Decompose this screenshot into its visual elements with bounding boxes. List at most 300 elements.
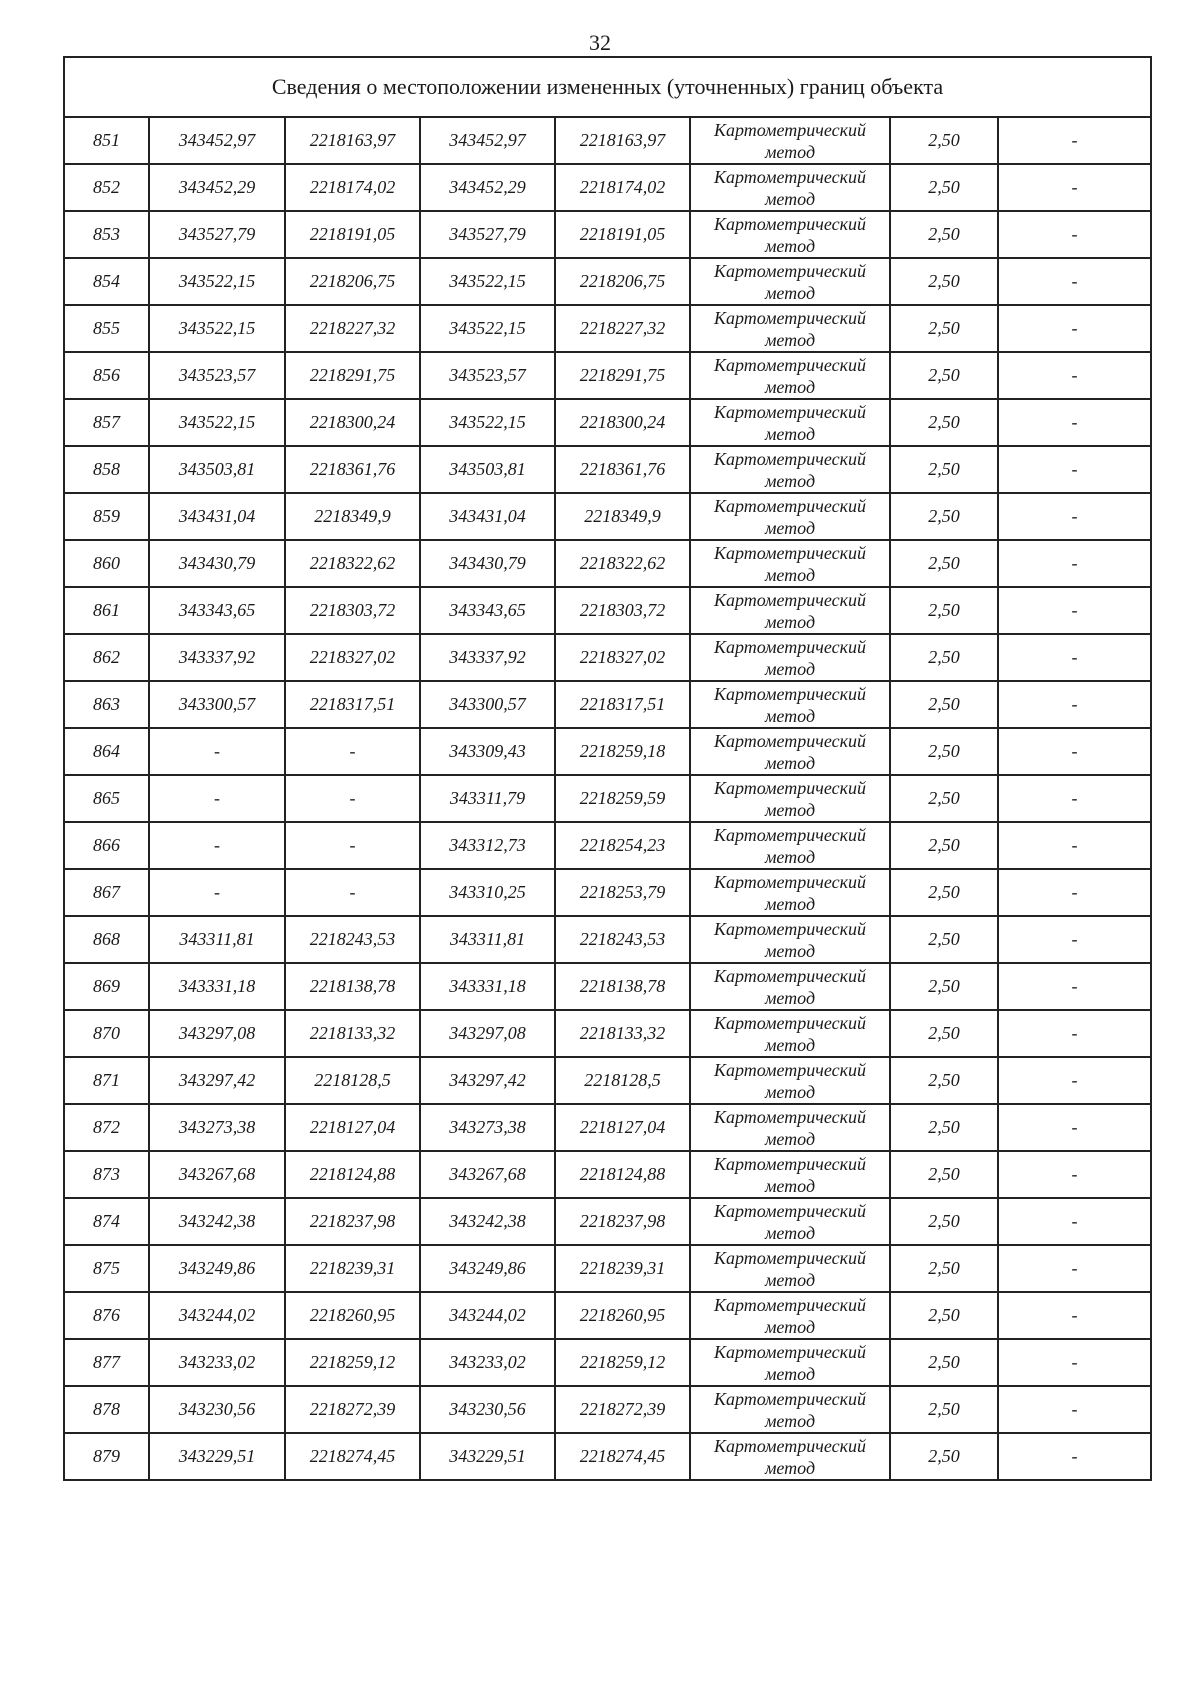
method-text: [714, 1435, 866, 1479]
point-number-cell: 877: [64, 1339, 149, 1386]
method-line-1: Картометрический: [713, 354, 866, 375]
existing-y-cell: 2218349,9: [285, 493, 420, 540]
existing-x-cell: 343452,97: [149, 117, 285, 164]
refined-y-cell: 2218317,51: [555, 681, 690, 728]
point-number-cell: 870: [64, 1010, 149, 1057]
method-text: [714, 354, 866, 398]
refined-x-cell: 343242,38: [420, 1198, 555, 1245]
refined-y-cell: 2218274,45: [555, 1433, 690, 1480]
method-cell: [690, 1292, 890, 1339]
method-cell: [690, 916, 890, 963]
method-line-2: метод: [764, 564, 816, 585]
method-line-2: метод: [764, 235, 816, 256]
method-cell: [690, 1010, 890, 1057]
method-line-1: Картометрический: [713, 1341, 866, 1362]
description-cell: -: [998, 775, 1151, 822]
description-cell: -: [998, 1104, 1151, 1151]
method-line-2: метод: [764, 1222, 816, 1243]
method-line-1: Картометрический: [713, 1435, 866, 1456]
accuracy-cell: 2,50: [890, 587, 998, 634]
method-text: [714, 166, 866, 210]
refined-y-cell: 2218253,79: [555, 869, 690, 916]
refined-x-cell: 343244,02: [420, 1292, 555, 1339]
page-number: 32: [589, 30, 611, 55]
refined-x-cell: 343522,15: [420, 305, 555, 352]
refined-y-cell: 2218327,02: [555, 634, 690, 681]
table-row: [64, 493, 1151, 540]
description-cell: -: [998, 305, 1151, 352]
refined-x-cell: 343311,79: [420, 775, 555, 822]
method-line-1: Картометрический: [713, 495, 866, 516]
method-cell: [690, 869, 890, 916]
method-text: [714, 307, 866, 351]
description-cell: -: [998, 211, 1151, 258]
refined-y-cell: 2218127,04: [555, 1104, 690, 1151]
method-line-1: Картометрический: [713, 918, 866, 939]
method-line-2: метод: [764, 470, 816, 491]
method-line-1: Картометрический: [713, 589, 866, 610]
refined-y-cell: 2218259,12: [555, 1339, 690, 1386]
method-line-2: метод: [764, 846, 816, 867]
method-line-2: метод: [764, 376, 816, 397]
refined-x-cell: 343452,29: [420, 164, 555, 211]
method-line-1: Картометрический: [713, 1200, 866, 1221]
refined-y-cell: 2218349,9: [555, 493, 690, 540]
point-number-cell: 864: [64, 728, 149, 775]
table-row: [64, 916, 1151, 963]
point-number-cell: 869: [64, 963, 149, 1010]
accuracy-cell: 2,50: [890, 117, 998, 164]
table-row: [64, 1151, 1151, 1198]
description-cell: -: [998, 681, 1151, 728]
description-cell: -: [998, 1339, 1151, 1386]
refined-x-cell: 343527,79: [420, 211, 555, 258]
description-cell: -: [998, 1292, 1151, 1339]
refined-x-cell: 343233,02: [420, 1339, 555, 1386]
method-text: [714, 1059, 866, 1103]
table-body: [64, 57, 1151, 1480]
table-row: [64, 446, 1151, 493]
method-line-2: метод: [764, 611, 816, 632]
refined-y-cell: 2218163,97: [555, 117, 690, 164]
method-line-2: метод: [764, 658, 816, 679]
method-line-1: Картометрический: [713, 1388, 866, 1409]
existing-x-cell: -: [149, 822, 285, 869]
accuracy-cell: 2,50: [890, 775, 998, 822]
refined-y-cell: 2218128,5: [555, 1057, 690, 1104]
refined-y-cell: 2218243,53: [555, 916, 690, 963]
existing-y-cell: 2218361,76: [285, 446, 420, 493]
method-text: [714, 1012, 866, 1056]
method-line-2: метод: [764, 188, 816, 209]
table-row: [64, 1386, 1151, 1433]
existing-y-cell: -: [285, 728, 420, 775]
method-line-2: метод: [764, 1034, 816, 1055]
method-line-1: Картометрический: [713, 448, 866, 469]
existing-y-cell: 2218206,75: [285, 258, 420, 305]
table-row: [64, 540, 1151, 587]
existing-x-cell: -: [149, 869, 285, 916]
refined-y-cell: 2218239,31: [555, 1245, 690, 1292]
accuracy-cell: 2,50: [890, 681, 998, 728]
point-number-cell: 859: [64, 493, 149, 540]
point-number-cell: 857: [64, 399, 149, 446]
method-line-1: Картометрический: [713, 824, 866, 845]
method-text: [714, 495, 866, 539]
method-line-2: метод: [764, 141, 816, 162]
refined-y-cell: 2218260,95: [555, 1292, 690, 1339]
point-number-cell: 862: [64, 634, 149, 681]
refined-x-cell: 343309,43: [420, 728, 555, 775]
existing-x-cell: 343522,15: [149, 258, 285, 305]
table-title: Сведения о местоположении измененных (уточненных) границ объекта: [64, 57, 1151, 117]
existing-x-cell: 343523,57: [149, 352, 285, 399]
method-line-2: метод: [764, 752, 816, 773]
accuracy-cell: 2,50: [890, 352, 998, 399]
accuracy-cell: 2,50: [890, 540, 998, 587]
description-cell: -: [998, 493, 1151, 540]
existing-x-cell: 343343,65: [149, 587, 285, 634]
description-cell: -: [998, 587, 1151, 634]
description-cell: -: [998, 399, 1151, 446]
method-line-1: Картометрический: [713, 1012, 866, 1033]
existing-y-cell: 2218163,97: [285, 117, 420, 164]
method-line-2: метод: [764, 799, 816, 820]
accuracy-cell: 2,50: [890, 916, 998, 963]
existing-y-cell: 2218191,05: [285, 211, 420, 258]
accuracy-cell: 2,50: [890, 1433, 998, 1480]
table-row: [64, 1104, 1151, 1151]
method-cell: [690, 587, 890, 634]
method-cell: [690, 634, 890, 681]
refined-x-cell: 343311,81: [420, 916, 555, 963]
existing-y-cell: 2218272,39: [285, 1386, 420, 1433]
refined-y-cell: 2218259,18: [555, 728, 690, 775]
method-text: [714, 730, 866, 774]
point-number-cell: 866: [64, 822, 149, 869]
accuracy-cell: 2,50: [890, 1104, 998, 1151]
existing-y-cell: 2218237,98: [285, 1198, 420, 1245]
accuracy-cell: 2,50: [890, 1198, 998, 1245]
refined-y-cell: 2218300,24: [555, 399, 690, 446]
method-line-2: метод: [764, 1316, 816, 1337]
existing-x-cell: 343267,68: [149, 1151, 285, 1198]
method-text: [714, 918, 866, 962]
refined-x-cell: 343310,25: [420, 869, 555, 916]
existing-y-cell: 2218243,53: [285, 916, 420, 963]
method-text: [714, 1294, 866, 1338]
refined-x-cell: 343522,15: [420, 258, 555, 305]
method-text: [714, 448, 866, 492]
method-text: [714, 1153, 866, 1197]
method-cell: [690, 352, 890, 399]
accuracy-cell: 2,50: [890, 822, 998, 869]
existing-y-cell: 2218174,02: [285, 164, 420, 211]
refined-y-cell: 2218174,02: [555, 164, 690, 211]
method-text: [714, 871, 866, 915]
point-number-cell: 853: [64, 211, 149, 258]
existing-x-cell: 343273,38: [149, 1104, 285, 1151]
method-text: [714, 260, 866, 304]
accuracy-cell: 2,50: [890, 1245, 998, 1292]
table-title-row: [64, 57, 1151, 117]
method-line-1: Картометрический: [713, 1294, 866, 1315]
description-cell: -: [998, 963, 1151, 1010]
point-number-cell: 860: [64, 540, 149, 587]
method-cell: [690, 963, 890, 1010]
method-line-2: метод: [764, 705, 816, 726]
method-text: [714, 777, 866, 821]
point-number-cell: 867: [64, 869, 149, 916]
description-cell: -: [998, 352, 1151, 399]
method-text: [714, 1200, 866, 1244]
refined-x-cell: 343337,92: [420, 634, 555, 681]
existing-x-cell: 343233,02: [149, 1339, 285, 1386]
table-row: [64, 352, 1151, 399]
description-cell: -: [998, 164, 1151, 211]
method-cell: [690, 1386, 890, 1433]
method-line-2: метод: [764, 1175, 816, 1196]
description-cell: -: [998, 117, 1151, 164]
method-cell: [690, 258, 890, 305]
existing-x-cell: 343452,29: [149, 164, 285, 211]
method-cell: [690, 775, 890, 822]
method-cell: [690, 1057, 890, 1104]
point-number-cell: 855: [64, 305, 149, 352]
refined-y-cell: 2218272,39: [555, 1386, 690, 1433]
point-number-cell: 852: [64, 164, 149, 211]
refined-y-cell: 2218303,72: [555, 587, 690, 634]
table-row: [64, 1433, 1151, 1480]
accuracy-cell: 2,50: [890, 493, 998, 540]
existing-y-cell: 2218291,75: [285, 352, 420, 399]
method-line-2: метод: [764, 517, 816, 538]
method-line-2: метод: [764, 329, 816, 350]
method-cell: [690, 681, 890, 728]
accuracy-cell: 2,50: [890, 164, 998, 211]
existing-y-cell: 2218133,32: [285, 1010, 420, 1057]
accuracy-cell: 2,50: [890, 211, 998, 258]
existing-x-cell: 343230,56: [149, 1386, 285, 1433]
method-cell: [690, 446, 890, 493]
method-cell: [690, 1433, 890, 1480]
existing-x-cell: 343244,02: [149, 1292, 285, 1339]
table-row: [64, 399, 1151, 446]
method-text: [714, 1341, 866, 1385]
existing-x-cell: 343311,81: [149, 916, 285, 963]
point-number-cell: 879: [64, 1433, 149, 1480]
description-cell: -: [998, 869, 1151, 916]
refined-y-cell: 2218206,75: [555, 258, 690, 305]
method-cell: [690, 211, 890, 258]
accuracy-cell: 2,50: [890, 634, 998, 681]
existing-x-cell: -: [149, 775, 285, 822]
accuracy-cell: 2,50: [890, 446, 998, 493]
method-line-1: Картометрический: [713, 542, 866, 563]
table-row: [64, 1010, 1151, 1057]
method-line-1: Картометрический: [713, 307, 866, 328]
method-line-1: Картометрический: [713, 1059, 866, 1080]
boundary-coordinates-table: [63, 56, 1152, 1481]
point-number-cell: 865: [64, 775, 149, 822]
accuracy-cell: 2,50: [890, 1386, 998, 1433]
method-cell: [690, 399, 890, 446]
point-number-cell: 868: [64, 916, 149, 963]
method-text: [714, 119, 866, 163]
method-line-1: Картометрический: [713, 730, 866, 751]
refined-y-cell: 2218254,23: [555, 822, 690, 869]
description-cell: -: [998, 258, 1151, 305]
refined-x-cell: 343523,57: [420, 352, 555, 399]
table-row: [64, 1245, 1151, 1292]
method-cell: [690, 1151, 890, 1198]
refined-y-cell: 2218124,88: [555, 1151, 690, 1198]
method-line-1: Картометрический: [713, 683, 866, 704]
method-text: [714, 965, 866, 1009]
method-line-1: Картометрический: [713, 1247, 866, 1268]
method-text: [714, 213, 866, 257]
method-cell: [690, 493, 890, 540]
point-number-cell: 873: [64, 1151, 149, 1198]
refined-x-cell: 343312,73: [420, 822, 555, 869]
refined-x-cell: 343452,97: [420, 117, 555, 164]
existing-y-cell: 2218127,04: [285, 1104, 420, 1151]
method-line-2: метод: [764, 282, 816, 303]
accuracy-cell: 2,50: [890, 1292, 998, 1339]
table-row: [64, 117, 1151, 164]
existing-y-cell: 2218303,72: [285, 587, 420, 634]
table-row: [64, 869, 1151, 916]
method-cell: [690, 164, 890, 211]
refined-x-cell: 343343,65: [420, 587, 555, 634]
table-row: [64, 164, 1151, 211]
point-number-cell: 851: [64, 117, 149, 164]
method-line-2: метод: [764, 1269, 816, 1290]
method-line-1: Картометрический: [713, 213, 866, 234]
accuracy-cell: 2,50: [890, 1057, 998, 1104]
existing-x-cell: 343300,57: [149, 681, 285, 728]
existing-x-cell: 343522,15: [149, 399, 285, 446]
method-line-2: метод: [764, 1128, 816, 1149]
method-text: [714, 636, 866, 680]
description-cell: -: [998, 446, 1151, 493]
description-cell: -: [998, 1010, 1151, 1057]
table-row: [64, 1057, 1151, 1104]
refined-x-cell: 343430,79: [420, 540, 555, 587]
method-line-1: Картометрический: [713, 401, 866, 422]
accuracy-cell: 2,50: [890, 305, 998, 352]
description-cell: -: [998, 1245, 1151, 1292]
refined-y-cell: 2218361,76: [555, 446, 690, 493]
method-line-2: метод: [764, 1410, 816, 1431]
method-line-1: Картометрический: [713, 965, 866, 986]
accuracy-cell: 2,50: [890, 869, 998, 916]
existing-y-cell: 2218124,88: [285, 1151, 420, 1198]
method-line-1: Картометрический: [713, 119, 866, 140]
method-line-2: метод: [764, 893, 816, 914]
table-row: [64, 305, 1151, 352]
point-number-cell: 874: [64, 1198, 149, 1245]
existing-y-cell: -: [285, 822, 420, 869]
method-cell: [690, 1339, 890, 1386]
method-text: [714, 1247, 866, 1291]
point-number-cell: 871: [64, 1057, 149, 1104]
description-cell: -: [998, 822, 1151, 869]
accuracy-cell: 2,50: [890, 399, 998, 446]
refined-y-cell: 2218291,75: [555, 352, 690, 399]
accuracy-cell: 2,50: [890, 1151, 998, 1198]
existing-y-cell: 2218260,95: [285, 1292, 420, 1339]
existing-y-cell: -: [285, 869, 420, 916]
method-line-2: метод: [764, 1457, 816, 1478]
refined-x-cell: 343300,57: [420, 681, 555, 728]
table-row: [64, 1198, 1151, 1245]
method-line-1: Картометрический: [713, 777, 866, 798]
refined-y-cell: 2218133,32: [555, 1010, 690, 1057]
description-cell: -: [998, 1198, 1151, 1245]
existing-y-cell: 2218239,31: [285, 1245, 420, 1292]
table-row: [64, 1339, 1151, 1386]
point-number-cell: 863: [64, 681, 149, 728]
refined-x-cell: 343503,81: [420, 446, 555, 493]
description-cell: -: [998, 634, 1151, 681]
refined-y-cell: 2218237,98: [555, 1198, 690, 1245]
method-text: [714, 542, 866, 586]
refined-y-cell: 2218322,62: [555, 540, 690, 587]
method-line-1: Картометрический: [713, 636, 866, 657]
existing-x-cell: 343229,51: [149, 1433, 285, 1480]
existing-y-cell: 2218227,32: [285, 305, 420, 352]
accuracy-cell: 2,50: [890, 963, 998, 1010]
description-cell: -: [998, 540, 1151, 587]
point-number-cell: 861: [64, 587, 149, 634]
existing-x-cell: 343430,79: [149, 540, 285, 587]
existing-x-cell: 343337,92: [149, 634, 285, 681]
method-cell: [690, 1245, 890, 1292]
method-text: [714, 683, 866, 727]
method-line-2: метод: [764, 1081, 816, 1102]
method-text: [714, 824, 866, 868]
table-row: [64, 775, 1151, 822]
method-cell: [690, 117, 890, 164]
existing-x-cell: 343331,18: [149, 963, 285, 1010]
refined-x-cell: 343273,38: [420, 1104, 555, 1151]
table-row: [64, 1292, 1151, 1339]
existing-x-cell: 343522,15: [149, 305, 285, 352]
method-line-2: метод: [764, 1363, 816, 1384]
refined-y-cell: 2218191,05: [555, 211, 690, 258]
refined-x-cell: 343267,68: [420, 1151, 555, 1198]
point-number-cell: 875: [64, 1245, 149, 1292]
existing-x-cell: 343527,79: [149, 211, 285, 258]
method-line-1: Картометрический: [713, 1106, 866, 1127]
table-row: [64, 728, 1151, 775]
existing-x-cell: 343503,81: [149, 446, 285, 493]
existing-x-cell: 343242,38: [149, 1198, 285, 1245]
refined-x-cell: 343522,15: [420, 399, 555, 446]
refined-y-cell: 2218259,59: [555, 775, 690, 822]
description-cell: -: [998, 1151, 1151, 1198]
point-number-cell: 854: [64, 258, 149, 305]
method-cell: [690, 1198, 890, 1245]
point-number-cell: 878: [64, 1386, 149, 1433]
existing-y-cell: 2218327,02: [285, 634, 420, 681]
refined-x-cell: 343297,08: [420, 1010, 555, 1057]
point-number-cell: 876: [64, 1292, 149, 1339]
existing-y-cell: -: [285, 775, 420, 822]
refined-y-cell: 2218138,78: [555, 963, 690, 1010]
existing-y-cell: 2218259,12: [285, 1339, 420, 1386]
